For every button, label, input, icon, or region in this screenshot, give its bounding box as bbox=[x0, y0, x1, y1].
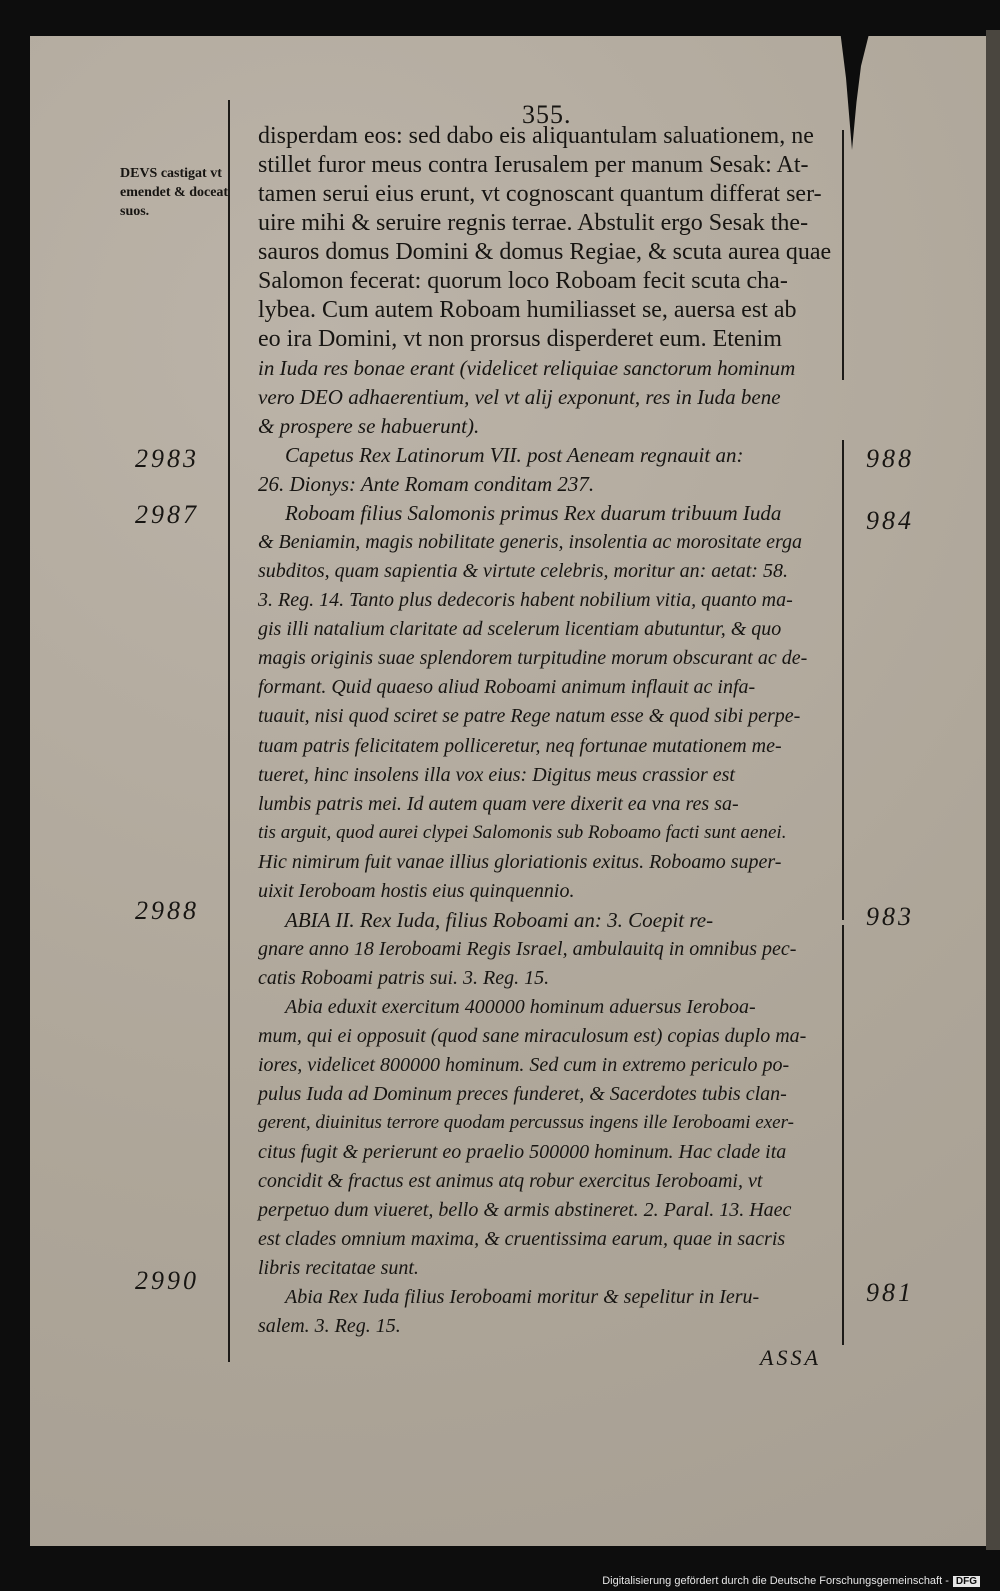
footer-text: Digitalisierung gefördert durch die Deutsche Forschungsgemeinschaft - bbox=[602, 1575, 949, 1587]
year-right-988: 988 bbox=[866, 444, 914, 473]
text-line: Abia eduxit exercitum 400000 hominum aduersus Ieroboa- bbox=[285, 995, 756, 1018]
text-line: tis arguit, quod aurei clypei Salomonis sub Roboamo facti sunt aenei. bbox=[258, 821, 787, 843]
text-line: uixit Ieroboam hostis eius quinquennio. bbox=[258, 879, 575, 902]
text-line: & prospere se habuerunt). bbox=[258, 414, 480, 439]
text-line: sauros domus Domini & domus Regiae, & scuta aurea quae bbox=[258, 239, 832, 266]
text-line: gis illi natalium claritate ad scelerum licentiam abutuntur, & quo bbox=[258, 618, 782, 641]
text-line: concidit & fractus est animus atq robur exercitus Ieroboami, vt bbox=[258, 1169, 763, 1192]
right-margin-rule-3 bbox=[842, 925, 844, 1345]
text-line: Hic nimirum fuit vanae illius gloriationis exitus. Roboamo super- bbox=[258, 850, 782, 873]
text-line: lumbis patris mei. Id autem quam vere dixerit ea vna res sa- bbox=[258, 792, 739, 815]
text-line: stillet furor meus contra Ierusalem per manum Sesak: At- bbox=[258, 152, 809, 179]
year-right-983: 983 bbox=[866, 902, 914, 931]
text-line: catis Roboami patris sui. 3. Reg. 15. bbox=[258, 966, 550, 989]
text-line: tuam patris felicitatem polliceretur, neq fortunae mutationem me- bbox=[258, 734, 782, 757]
page-edge bbox=[986, 30, 1000, 1550]
text-line: citus fugit & perierunt eo praelio 500000 hominum. Hac clade ita bbox=[258, 1140, 787, 1163]
text-line: vero DEO adhaerentium, vel vt alij exponunt, res in Iuda bene bbox=[258, 385, 781, 410]
text-line: subditos, quam sapientia & virtute celebris, moritur an: aetat: 58. bbox=[258, 560, 788, 583]
text-line: libris recitatae sunt. bbox=[258, 1256, 419, 1279]
text-line: tamen serui eius erunt, vt cognoscant quantum differat ser- bbox=[258, 181, 822, 208]
text-line: 3. Reg. 14. Tanto plus dedecoris habent nobilium vitia, quanto ma- bbox=[258, 589, 793, 612]
text-line: & Beniamin, magis nobilitate generis, insolentia ac morositate erga bbox=[258, 531, 803, 554]
text-line: tuauit, nisi quod sciret se patre Rege natum esse & quod sibi perpe- bbox=[258, 705, 801, 728]
right-margin-rule-1 bbox=[842, 130, 844, 380]
year-left-2983: 2983 bbox=[135, 444, 199, 473]
right-margin-rule-2 bbox=[842, 440, 844, 920]
marginal-note: DEVS castigat vt emendet & doceat suos. bbox=[120, 166, 229, 219]
text-line: mum, qui ei opposuit (quod sane miraculosum est) copias duplo ma- bbox=[258, 1024, 807, 1047]
text-line: magis originis suae splendorem turpitudine morum obscurant ac de- bbox=[258, 647, 808, 670]
text-line: est clades omnium maxima, & cruentissima earum, quae in sacris bbox=[258, 1227, 786, 1250]
text-line: perpetuo dum viueret, bello & armis abstineret. 2. Paral. 13. Haec bbox=[258, 1198, 792, 1221]
text-line: salem. 3. Reg. 15. bbox=[258, 1315, 401, 1337]
text-line: Abia Rex Iuda filius Ieroboami moritur & sepelitur in Ieru- bbox=[285, 1285, 760, 1308]
text-line: Salomon fecerat: quorum loco Roboam fecit scuta cha- bbox=[258, 268, 788, 295]
text-line: 26. Dionys: Ante Romam conditam 237. bbox=[258, 472, 595, 497]
text-line: formant. Quid quaeso aliud Roboami animum inflauit ac infa- bbox=[258, 676, 756, 699]
text-line: Capetus Rex Latinorum VII. post Aeneam regnauit an: bbox=[285, 443, 744, 468]
text-line: uire mihi & seruire regnis terrae. Abstulit ergo Sesak the- bbox=[258, 210, 809, 237]
text-line: gerent, diuinitus terrore quodam percussus ingens ille Ieroboami exer- bbox=[258, 1111, 794, 1133]
page-number: 355. bbox=[522, 100, 572, 129]
text-line: in Iuda res bonae erant (videlicet reliquiae sanctorum hominum bbox=[258, 356, 796, 381]
text-line: eo ira Domini, vt non prorsus disperderet eum. Etenim bbox=[258, 326, 782, 353]
catchword: ASSA bbox=[760, 1345, 821, 1371]
year-left-2990: 2990 bbox=[135, 1266, 199, 1295]
digitization-footer bbox=[602, 1575, 980, 1587]
dfg-logo: DFG bbox=[953, 1576, 980, 1587]
text-line: gnare anno 18 Ieroboami Regis Israel, ambulauitq in omnibus pec- bbox=[258, 937, 797, 960]
year-left-2988: 2988 bbox=[135, 896, 199, 925]
text-line: lybea. Cum autem Roboam humiliasset se, auersa est ab bbox=[258, 297, 797, 324]
text-line: Roboam filius Salomonis primus Rex duarum tribuum Iuda bbox=[285, 501, 782, 526]
text-line: iores, videlicet 800000 hominum. Sed cum in extremo periculo po- bbox=[258, 1053, 790, 1076]
left-margin-rule bbox=[228, 100, 230, 1362]
text-line: pulus Iuda ad Dominum preces funderet, & Sacerdotes tubis clan- bbox=[258, 1082, 787, 1105]
year-left-2987: 2987 bbox=[135, 500, 199, 529]
year-right-984: 984 bbox=[866, 506, 914, 535]
text-line: tueret, hinc insolens illa vox eius: Digitus meus crassior est bbox=[258, 763, 735, 786]
year-right-981: 981 bbox=[866, 1278, 914, 1307]
text-line: ABIA II. Rex Iuda, filius Roboami an: 3. Coepit re- bbox=[285, 907, 714, 932]
text-line: disperdam eos: sed dabo eis aliquantulam saluationem, ne bbox=[258, 123, 814, 149]
